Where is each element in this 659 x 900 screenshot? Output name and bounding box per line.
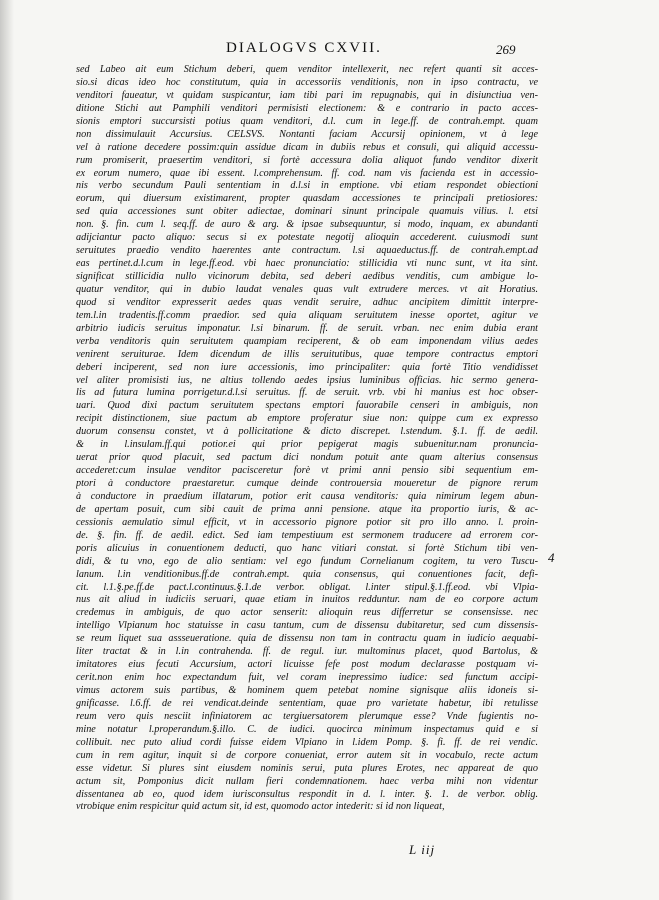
text-line: venditori faueatur, vt quidam suspicantur, iam tibi pari im repugnabis, qui in disiunctiua ven- <box>76 89 538 101</box>
text-line: tem.l.in tradentis.ff.comm praedior. sed quia aliquam seruitutem inesse oportet, agitur ve <box>76 309 538 321</box>
text-line: lis ad futura lumina porrigetur.d.l.si seruitus. ff. de seruit. vrb. vbi hi manius est hoc obser- <box>76 387 538 399</box>
text-line: venirent seruiturae. Idem dicendum de illis seruitutibus, quae tempore contractus emptori <box>76 348 538 360</box>
text-line: adijciantur pacto aliquo: secus si ex potestate negotij alioquin accederent. cuiusmodi sunt <box>76 232 538 244</box>
page-number: 269 <box>496 42 516 57</box>
text-line: liter tractat & in l.in contrahenda. ff. de regul. iur. multominus placet, quod Bartolus, & <box>76 646 538 658</box>
text-line: vtrobique enim respicitur quid actum sit, id est, quomodo actor intederit: si id non liqueat, <box>76 801 445 813</box>
text-line: sed Labeo ait eum Stichum deberi, quem venditor intellexerit, nec refert quanti sit acces- <box>76 64 538 75</box>
text-line: gnificasse. l.6.ff. de rei vendicat.deinde sententiam, quae pro varietate habetur, ibi retulisse <box>76 697 538 709</box>
text-line: collibuit. nec puto aliud cordi fuisse eidem Vlpiano in l.idem Pomp. §. fi. ff. de rei vendic. <box>76 736 538 748</box>
text-line: quatur venditor, qui in dubio laudat venales quas vult extrudere merces. vt ait Horatius. <box>76 283 538 295</box>
text-line: recipit distinctionem, siue pactum ab emptore proferatur siue non: quippe cum ex expresso <box>76 413 538 425</box>
text-line: credemus in ambiguis, de quo actor senserit: alioquin reus differretur se consensisse. nec <box>76 607 538 619</box>
text-line: verba venditoris quin seruitutem quampiam reciperent, & ob eam imponendam vilius aedes <box>76 335 538 347</box>
text-line: ex eorum numero, quae ibi essent. l.comprehensum. ff. cod. nam vis facienda est in accessio- <box>76 167 538 179</box>
text-line: seruitutes praedio vendito haerentes ante contractum. l.si aquaeductus.ff. de contrah.empt.ad <box>76 245 538 257</box>
text-line: intelligo Vlpianum hoc statuisse in casu tantum, cum de dissensu dubitaretur, sed cum dissensis- <box>76 620 538 632</box>
text-line: esse videtur. Si plures sint eiusdem nominis serui, puta plures Erotes, nec appareat de quo <box>76 762 538 774</box>
text-line: didi, & tu vno, ego de alio sentiam: vel ego fundum Cornelianum cogitem, tu vero Tuscu- <box>76 555 538 567</box>
text-line: de. §. fin. ff. de aedil. edict. Sed iam tempestiuum est sermonem traducere ad errorem cor- <box>76 529 538 541</box>
gutter-shadow <box>0 0 14 900</box>
text-line: lanum. l.in venditionibus.ff.de contrah.empt. quia consensus, qui conuentiones facit, defi- <box>76 568 538 580</box>
text-line: uerat prior quod placuit, sed pactum dici nondum potuit ante quam alterius consensus <box>76 452 538 464</box>
text-line: significat stillicidia nullo vicinorum debita, sed deberi aedibus venditis, cum ambigue lo- <box>76 271 538 282</box>
text-line: vimus actorem suis partibus, & hominem quem petebat nomine signisque aliis idoneis si- <box>76 685 538 696</box>
running-head-title: DIALOGVS CXVII. <box>226 40 382 56</box>
text-line: vel à ratione decedere possim:quin assidue dicam in dubiis rebus et consuli, qui aliquid accessu- <box>76 141 538 153</box>
text-line: se reum liquet sua assseueratione. quia de dissensu non tam in contractu quam in iudicio aequabi- <box>76 633 538 645</box>
text-line: non. §. fin. cum l. seq.ff. de auro & arg. & ipsae subsequuntur, si modo, inquam, ex abundanti <box>76 219 538 231</box>
text-line: dissentanea ab eo, quod idem iurisconsultus respondit in d. l. inter. §. 1. de verbor. oblig. <box>76 788 538 800</box>
body-text <box>76 64 538 814</box>
text-line: sed quia accessiones sunt obiter adiectae, dominari sinunt principale quamuis vilius. l. etsi <box>76 206 538 218</box>
text-line: imitatores eius fecuti Accursium, actori licuisse fefe post modum declarasse postquam vi- <box>76 659 538 671</box>
text-line: rum promiserit, praesertim venditori, si fortè accessura dolia aliquot fundo venditor dixerit <box>76 154 538 166</box>
text-line: actum sit, Pomponius dicit nullam fieri condemnationem. haec verba mihi non videntur <box>76 775 538 787</box>
text-line: poris alicuius in conuentionem deducti, quo hanc vitiari constat. si fortè Stichum tibi ven- <box>76 542 538 554</box>
text-line: cum in rem agitur, inquit si de corpore conueniat, error autem sit in vocabulo, recte actum <box>76 749 538 761</box>
text-line: cit. l.1.§.pe.ff.de pact.l.continuus.§.1.de verbor. obligat. l.inter stipul.§.1.ff.eod. vbi Vlpia- <box>76 581 538 593</box>
text-line: non dissimulauit Accursius. CELSVS. Nontanti faciam Accursij opinionem, vt à lege <box>76 128 538 140</box>
text-line: arbitrio iudicis seruitus imponatur. l.si binarum. ff. de seruit. vrban. nec enim dubia erant <box>76 322 538 334</box>
text-line: & in l.insulam.ff.qui potior.ei qui prior pepigerat magis subuenitur.nam pronuncia- <box>76 439 538 451</box>
running-head <box>0 40 659 64</box>
text-line: accederet:cum insulae venditor pacisceretur forè vt primi anni pensio sibi sequentium em- <box>76 465 538 477</box>
text-line: ditione Stichi aut Pamphili venditori permisisti electionem: & e contrario in pacto acces- <box>76 102 538 114</box>
signature-mark: L iij <box>409 842 436 857</box>
text-line: reum vero quis nesciit infiniatorem ac tergiuersatorem plerumque esse? Vnde fugientis no- <box>76 710 538 722</box>
text-line: sionis emptori succursisti potius quam venditori, d.l. cum in lege.ff. de contrah.empt. quam <box>76 115 538 127</box>
text-line: cessionis aemulatio simul efficit, vt in accessorio pignore potior sit pro illo anno. l. proin- <box>76 516 538 528</box>
text-line: duorum consensu constet, vt à pollicitatione & dicto discrepet. l.stendum. §.1. ff. de aedil. <box>76 426 538 438</box>
text-line: ptori à conductore praestaretur. cumque deinde controuersia moueretur de pignore rerum <box>76 478 538 489</box>
text-line: nis verbo secundum Pauli sententiam in d.l.si in emptione. vbi etiam respondet obiectioni <box>76 180 538 192</box>
text-line: cerit.non enim hoc expectandum fuit, vel coram inepressimo iudice: sed functum accipi- <box>76 672 538 684</box>
text-line: sio.si dicas ideo hoc constitutum, quia in accessoriis venditionis, non in ipso contractu, ve <box>76 76 538 88</box>
text-line: eas pertinet.d.l.cum in lege.ff.eod. vbi haec pronunciatio: stillicidia vti nunc sunt, vt ita sint. <box>76 258 538 270</box>
text-line: uari. Quod dixi pactum seruitutem spectans emptori fauorabile censeri in ambiguis, non <box>76 400 538 412</box>
text-line: à conductore in praedium illatarum, potior erit causa venditoris: quia nimirum legem abun- <box>76 490 538 502</box>
text-line: nus ait aliud in iudiciis seruari, quae etiam in inuitos redduntur. nam de eo corpore actum <box>76 594 538 606</box>
text-line: mine notatur l.properandum.§.illo. C. de iudici. quocirca minimum inspectamus quid e si <box>76 723 538 735</box>
text-line: de apertam posuit, cum sibi cauit de prima anni pensione. atque ita proportio iuris, & ac- <box>76 503 538 515</box>
text-line: deberi inciperent, sed non iure accessionis, imo principaliter: quia fortè Titio vendidisset <box>76 361 538 373</box>
text-line: quod si venditor expresserit aedes quas vendit seruire, adhuc ancipitem dimittit interpre- <box>76 296 538 308</box>
text-line: eorum, qui diuersum existimarent, propter quasdam accessiones te principali pretiosiores: <box>76 193 538 205</box>
text-line: vel aliter promisisti ius, ne altius tollendo aedes ipsius luminibus officias. hic sermo genera- <box>76 374 538 386</box>
marginal-note: 4 <box>548 550 555 565</box>
